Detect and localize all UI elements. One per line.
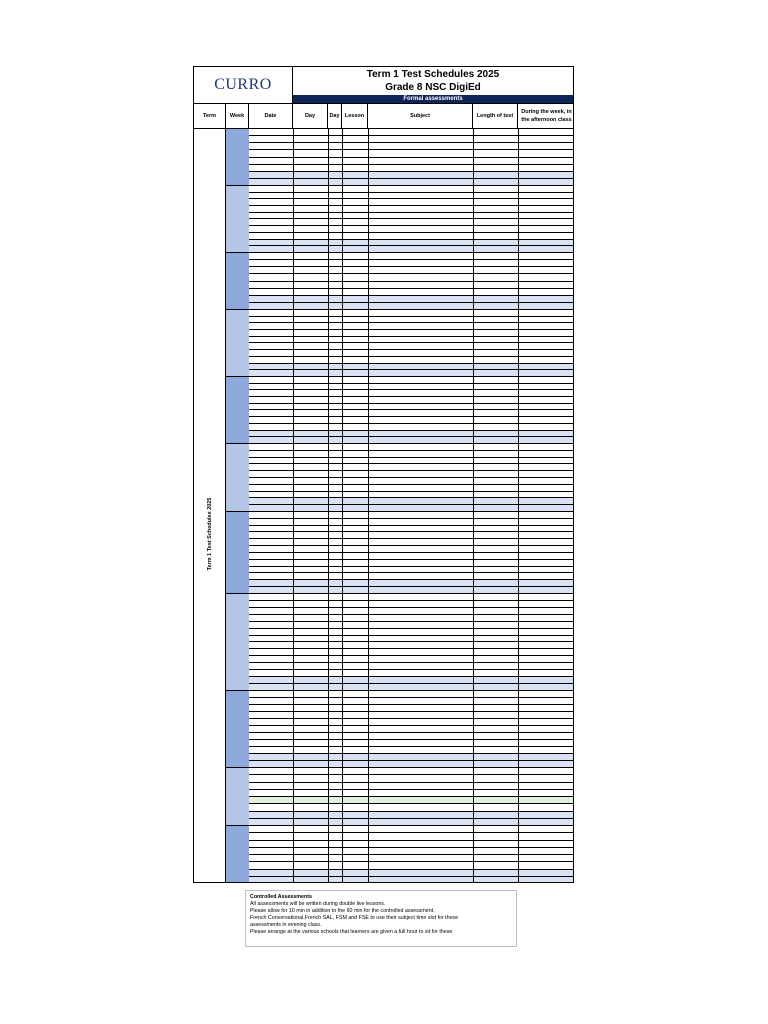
table-row	[249, 574, 574, 581]
table-row	[249, 691, 574, 698]
table-row	[249, 411, 574, 418]
table-row	[249, 512, 574, 519]
table-row	[249, 253, 574, 260]
table-row	[249, 289, 574, 296]
header-lesson: Lesson	[342, 104, 368, 128]
table-row	[249, 733, 574, 740]
table-row	[249, 855, 574, 862]
table-row	[249, 193, 574, 200]
table-row	[249, 848, 574, 855]
table-row	[249, 310, 574, 317]
table-row	[249, 226, 574, 233]
header-subject: Subject	[368, 104, 473, 128]
table-row	[249, 539, 574, 546]
table-row	[249, 431, 574, 438]
table-row	[249, 136, 574, 143]
header-length: Length of test	[473, 104, 518, 128]
table-row	[249, 594, 574, 601]
table-row	[249, 260, 574, 267]
table-row	[249, 206, 574, 213]
table-row	[249, 186, 574, 193]
column-header-row	[194, 103, 574, 129]
table-row	[249, 629, 574, 636]
table-row	[249, 330, 574, 337]
table-row	[249, 404, 574, 411]
title-line-1: Term 1 Test Schedules 2025	[366, 69, 500, 80]
table-row	[249, 199, 574, 206]
table-row	[249, 337, 574, 344]
table-row	[249, 862, 574, 869]
table-row	[249, 397, 574, 404]
table-row	[249, 719, 574, 726]
week-cell	[226, 186, 249, 253]
title-line-2: Grade 8 NSC DigiEd	[385, 82, 481, 93]
table-row	[249, 424, 574, 431]
table-row	[249, 636, 574, 643]
table-row	[249, 267, 574, 274]
table-row	[249, 485, 574, 492]
table-row	[249, 296, 574, 303]
column-divider	[518, 129, 519, 883]
column-divider	[342, 129, 343, 883]
table-row	[249, 505, 574, 512]
table-row	[249, 649, 574, 656]
table-row	[249, 790, 574, 797]
logo-cell	[194, 67, 293, 103]
table-row	[249, 350, 574, 357]
table-row	[249, 458, 574, 465]
table-row	[249, 317, 574, 324]
table-row	[249, 179, 574, 186]
table-row	[249, 377, 574, 384]
table-row	[249, 220, 574, 227]
notes-line: assessments in evening class.	[250, 922, 322, 928]
table-row	[249, 560, 574, 567]
table-row	[249, 804, 574, 811]
table-row	[249, 670, 574, 677]
table-row	[249, 213, 574, 220]
table-row	[249, 833, 574, 840]
table-row	[249, 364, 574, 371]
column-divider	[473, 129, 474, 883]
week-cell	[226, 377, 249, 444]
notes-line: Please arrange at the various schools that learners are given a full hour to sit for these	[250, 929, 453, 935]
header-date: Date	[249, 104, 293, 128]
formal-assessments-banner: Formal assessments	[293, 95, 573, 103]
table-row	[249, 783, 574, 790]
schedule-grid	[249, 129, 574, 883]
notes-title: Controlled Assessments	[250, 894, 312, 900]
table-row	[249, 417, 574, 424]
table-row	[249, 553, 574, 560]
table-row	[249, 357, 574, 364]
table-row	[249, 158, 574, 165]
table-row	[249, 615, 574, 622]
table-row	[249, 726, 574, 733]
column-divider	[328, 129, 329, 883]
table-row	[249, 601, 574, 608]
notes-line: All assessments will be written during double live lessons.	[250, 901, 386, 907]
table-row	[249, 143, 574, 150]
week-cell	[226, 512, 249, 594]
table-row	[249, 567, 574, 574]
term-label: Term 1 Test Schedules 2025	[207, 497, 213, 571]
week-cell	[226, 826, 249, 883]
table-row	[249, 240, 574, 247]
table-row	[249, 580, 574, 587]
table-row	[249, 303, 574, 310]
table-row	[249, 471, 574, 478]
schedule-sheet	[193, 66, 574, 883]
title-block	[293, 67, 573, 95]
table-row	[249, 233, 574, 240]
table-row	[249, 622, 574, 629]
table-row	[249, 129, 574, 136]
table-row	[249, 677, 574, 684]
table-row	[249, 608, 574, 615]
table-row	[249, 444, 574, 451]
table-row	[249, 698, 574, 705]
table-row	[249, 754, 574, 761]
column-divider	[293, 129, 294, 883]
table-row	[249, 172, 574, 179]
table-row	[249, 587, 574, 594]
table-row	[249, 526, 574, 533]
table-row	[249, 705, 574, 712]
table-row	[249, 768, 574, 775]
table-row	[249, 370, 574, 377]
notes-line: Please allow for 10 min in addition to the 60 min for the controlled assessment.	[250, 908, 435, 914]
table-row	[249, 819, 574, 826]
week-column	[226, 129, 249, 883]
header-day: Day	[293, 104, 328, 128]
header-afternoon: During the week, in the afternoon class	[521, 109, 572, 123]
controlled-assessments-notes	[245, 890, 517, 947]
table-row	[249, 877, 574, 883]
term-column	[194, 129, 226, 883]
header-week: Week	[226, 104, 249, 128]
table-row	[249, 498, 574, 505]
table-row	[249, 712, 574, 719]
table-row	[249, 150, 574, 157]
table-row	[249, 761, 574, 768]
week-cell	[226, 768, 249, 826]
table-row	[249, 492, 574, 499]
week-cell	[226, 129, 249, 186]
table-row	[249, 643, 574, 650]
table-row	[249, 812, 574, 819]
table-row	[249, 684, 574, 691]
curro-logo: CURRO	[214, 76, 272, 93]
table-row	[249, 437, 574, 444]
table-row	[249, 519, 574, 526]
table-row	[249, 451, 574, 458]
header-term: Term	[194, 104, 226, 128]
table-row	[249, 546, 574, 553]
week-cell	[226, 253, 249, 310]
week-cell	[226, 444, 249, 512]
week-cell	[226, 310, 249, 377]
table-row	[249, 384, 574, 391]
table-row	[249, 282, 574, 289]
table-row	[249, 747, 574, 754]
table-row	[249, 478, 574, 485]
table-row	[249, 870, 574, 877]
table-row	[249, 656, 574, 663]
table-row	[249, 390, 574, 397]
column-divider	[368, 129, 369, 883]
notes-line: French Conversational,French SAL, FSM and FSE to use their subject time slot for these	[250, 915, 459, 921]
week-cell	[226, 691, 249, 768]
table-row	[249, 826, 574, 833]
table-row	[249, 797, 574, 804]
table-row	[249, 344, 574, 351]
header-day-2: Day	[328, 104, 342, 128]
table-row	[249, 740, 574, 747]
table-row	[249, 246, 574, 253]
week-cell	[226, 594, 249, 691]
table-row	[249, 323, 574, 330]
table-row	[249, 464, 574, 471]
table-row	[249, 775, 574, 782]
table-row	[249, 165, 574, 172]
table-row	[249, 841, 574, 848]
table-row	[249, 274, 574, 281]
table-row	[249, 533, 574, 540]
table-row	[249, 663, 574, 670]
